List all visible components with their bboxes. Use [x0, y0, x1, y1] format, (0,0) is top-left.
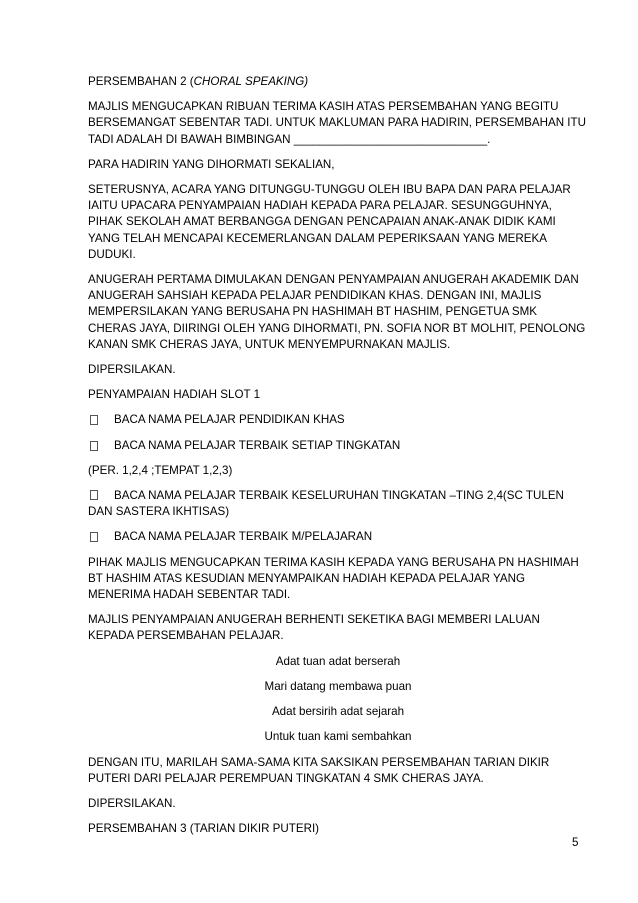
list-item — [88, 412, 588, 428]
list-item-text: BACA NAMA PELAJAR TERBAIK KESELURUHAN TINGKATAN –TING 2,4(SC TULEN DAN SASTERA IKHTISAS) — [88, 489, 564, 519]
list-item — [88, 529, 588, 545]
bullet-box-icon — [90, 415, 98, 425]
paragraph-dikir: DENGAN ITU, MARILAH SAMA-SAMA KITA SAKSIKAN PERSEMBAHAN TARIAN DIKIR PUTERI DARI PELAJAR PEREMPUAN TINGKATAN 4 SMK CHERAS JAYA. — [88, 755, 550, 785]
paragraph-invite-1: DIPERSILAKAN. — [88, 363, 176, 377]
paragraph-award-intro: SETERUSNYA, ACARA YANG DITUNGGU-TUNGGU OLEH IBU BAPA DAN PARA PELAJAR IAITU UPACARA PENYAMPAIAN HADIAH KEPADA PARA PELAJAR. SESUNGGUHNYA, PIHAK SEKOLAH AMAT BERBANGGA DENGAN PENCAPAIAN ANAK-ANAK DIDIK KAMI YANG TELAH MENCAPAI KECEMERLANGAN DALAM PEPERIKSAAN YANG MEREKA DUDUKI. — [88, 183, 571, 261]
paragraph-thanks-pengetua: PIHAK MAJLIS MENGUCAPKAN TERIMA KASIH KEPADA YANG BERUSAHA PN HASHIMAH BT HASHIM ATAS KESUDIAN MENYAMPAIKAN HADIAH KEPADA PELAJAR YANG MENERIMA HADAH SEBENTAR TADI. — [88, 555, 579, 602]
paragraph-invite-2: DIPERSILAKAN. — [88, 796, 176, 810]
heading-persembahan-3: PERSEMBAHAN 3 (TARIAN DIKIR PUTERI) — [88, 822, 320, 836]
bullet-box-icon — [90, 490, 98, 500]
heading-italic-text: CHORAL SPEAKING) — [193, 75, 309, 88]
paragraph-greeting: PARA HADIRIN YANG DIHORMATI SEKALIAN, — [88, 157, 335, 171]
pantun-line: Adat tuan adat berserah — [275, 654, 401, 668]
list-item-text: BACA NAMA PELAJAR PENDIDIKAN KHAS — [114, 413, 345, 427]
heading-text: PERSEMBAHAN 2 ( — [88, 75, 194, 88]
pantun-line: Adat bersirih adat sejarah — [271, 705, 405, 719]
bullet-box-icon — [90, 532, 98, 542]
list-item-text: BACA NAMA PELAJAR TERBAIK SETIAP TINGKATAN — [114, 438, 401, 452]
heading-persembahan-2 — [88, 74, 588, 90]
paragraph-slot-1: PENYAMPAIAN HADIAH SLOT 1 — [88, 388, 261, 402]
page-number: 5 — [572, 836, 579, 849]
paragraph-thanks: MAJLIS MENGUCAPKAN RIBUAN TERIMA KASIH ATAS PERSEMBAHAN YANG BEGITU BERSEMANGAT SEBENTAR TADI. UNTUK MAKLUMAN PARA HADIRIN, PERSEMBAHAN ITU TADI ADALAH DI BAWAH BIMBINGAN ______________________________. — [88, 100, 586, 146]
bullet-box-icon — [90, 441, 98, 451]
paragraph-categories: (PER. 1,2,4 ;TEMPAT 1,2,3) — [88, 463, 233, 477]
document-body — [88, 74, 588, 846]
pantun-line: Untuk tuan kami sembahkan — [264, 730, 412, 744]
list-item-text: BACA NAMA PELAJAR TERBAIK M/PELAJARAN — [114, 530, 373, 544]
paragraph-break: MAJLIS PENYAMPAIAN ANUGERAH BERHENTI SEKETIKA BAGI MEMBERI LALUAN KEPADA PERSEMBAHAN PELAJAR. — [88, 613, 540, 643]
list-item — [88, 488, 588, 520]
paragraph-first-award: ANUGERAH PERTAMA DIMULAKAN DENGAN PENYAMPAIAN ANUGERAH AKADEMIK DAN ANUGERAH SAHSIAH KEPADA PELAJAR PENDIDIKAN KHAS. DENGAN INI, MAJLIS MEMPERSILAKAN YANG BERUSAHA PN HASHIMAH BT HASHIM, PENGETUA SMK CHERAS JAYA, DIIRINGI OLEH YANG DIHORMATI, PN. SOFIA NOR BT MOLHIT, PENOLONG KANAN SMK CHERAS JAYA, UNTUK MENYEMPURNAKAN MAJLIS. — [88, 273, 586, 351]
list-item — [88, 438, 588, 454]
pantun-line: Mari datang membawa puan — [264, 679, 412, 693]
